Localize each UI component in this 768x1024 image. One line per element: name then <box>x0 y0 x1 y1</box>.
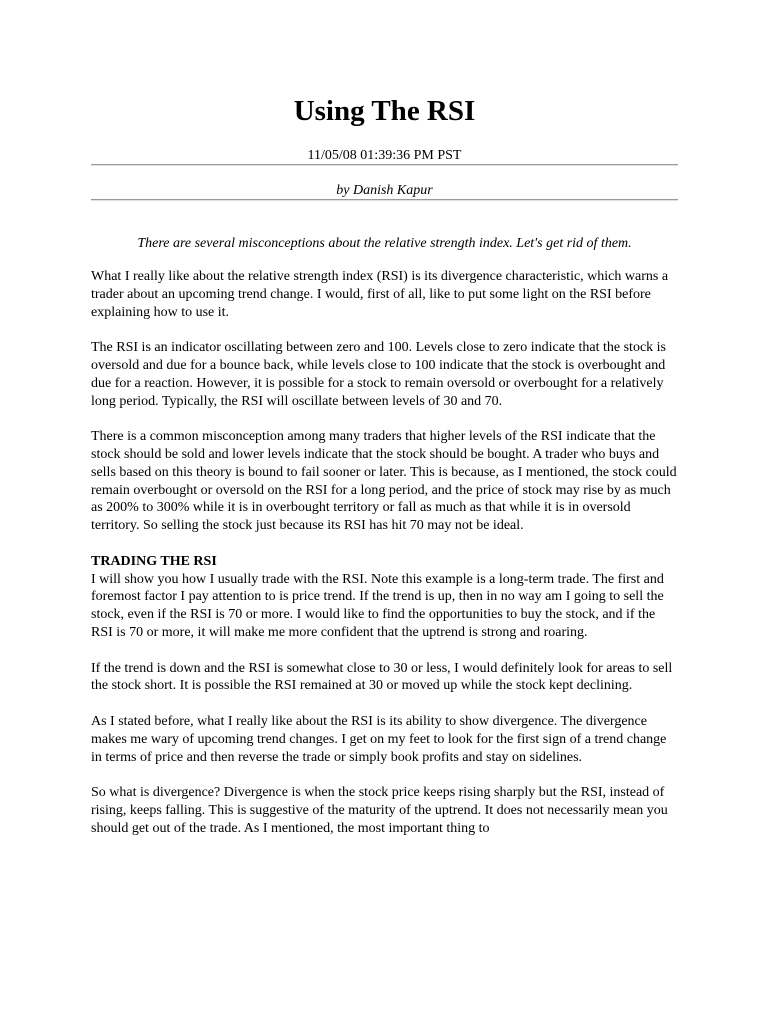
divider-top <box>91 164 678 166</box>
article-body <box>91 268 678 855</box>
paragraph: There is a common misconception among many traders that higher levels of the RSI indicate that the stock should be sold and lower levels indicate that the stock should be bought. A trader who buys and sells based on this theory is bound to fail sooner or later. This is because, as I mentioned, the stock could remain overbought or oversold on the RSI for a long period, and the price of stock may rise by as much as 200% to 300% while it is in overbought territory or fall as much as that while it is in oversold territory. So selling the stock just because its RSI has hit 70 may not be ideal. <box>91 429 677 534</box>
article-timestamp: 11/05/08 01:39:36 PM PST <box>307 148 462 163</box>
paragraph: What I really like about the relative strength index (RSI) is its divergence characteristic, which warns a trader about an upcoming trend change. I would, first of all, like to put some light on the RSI before explaining how to use it. <box>91 269 669 320</box>
article-lede: There are several misconceptions about the relative strength index. Let's get rid of them. <box>137 236 632 251</box>
divider-bottom <box>91 199 678 201</box>
paragraph: I will show you how I usually trade with the RSI. Note this example is a long-term trade. The first and foremost factor I pay attention to is price trend. If the trend is up, then in no way am I going to sell the stock, even if the RSI is 70 or more. I would like to find the opportunities to buy the stock, and if the RSI is 70 or more, it will make me more confident that the uptrend is strong and roaring. <box>91 571 664 640</box>
article-byline: by Danish Kapur <box>336 183 433 198</box>
paragraph: As I stated before, what I really like about the RSI is its ability to show divergence. The divergence makes me wary of upcoming trend changes. I get on my feet to look for the first sign of a trend change in terms of price and then reverse the trade or simply book profits and stay on sidelines. <box>91 713 667 765</box>
paragraph: So what is divergence? Divergence is when the stock price keeps rising sharply but the RSI, instead of rising, keeps falling. This is suggestive of the maturity of the uptrend. It does not necessarily mean you should get out of the trade. As I mentioned, the most important thing to <box>91 785 668 836</box>
section-heading: TRADING THE RSI <box>91 553 217 569</box>
paragraph: If the trend is down and the RSI is somewhat close to 30 or less, I would definitely look for areas to sell the stock short. It is possible the RSI remained at 30 or moved up while the stock kept declining. <box>91 660 673 694</box>
article-title: Using The RSI <box>293 95 476 127</box>
paragraph: The RSI is an indicator oscillating between zero and 100. Levels close to zero indicate that the stock is oversold and due for a bounce back, while levels close to 100 indicate that the stock is overbought and due for a reaction. However, it is possible for a stock to remain oversold or overbought for a relatively long period. Typically, the RSI will oscillate between levels of 30 and 70. <box>91 340 666 409</box>
